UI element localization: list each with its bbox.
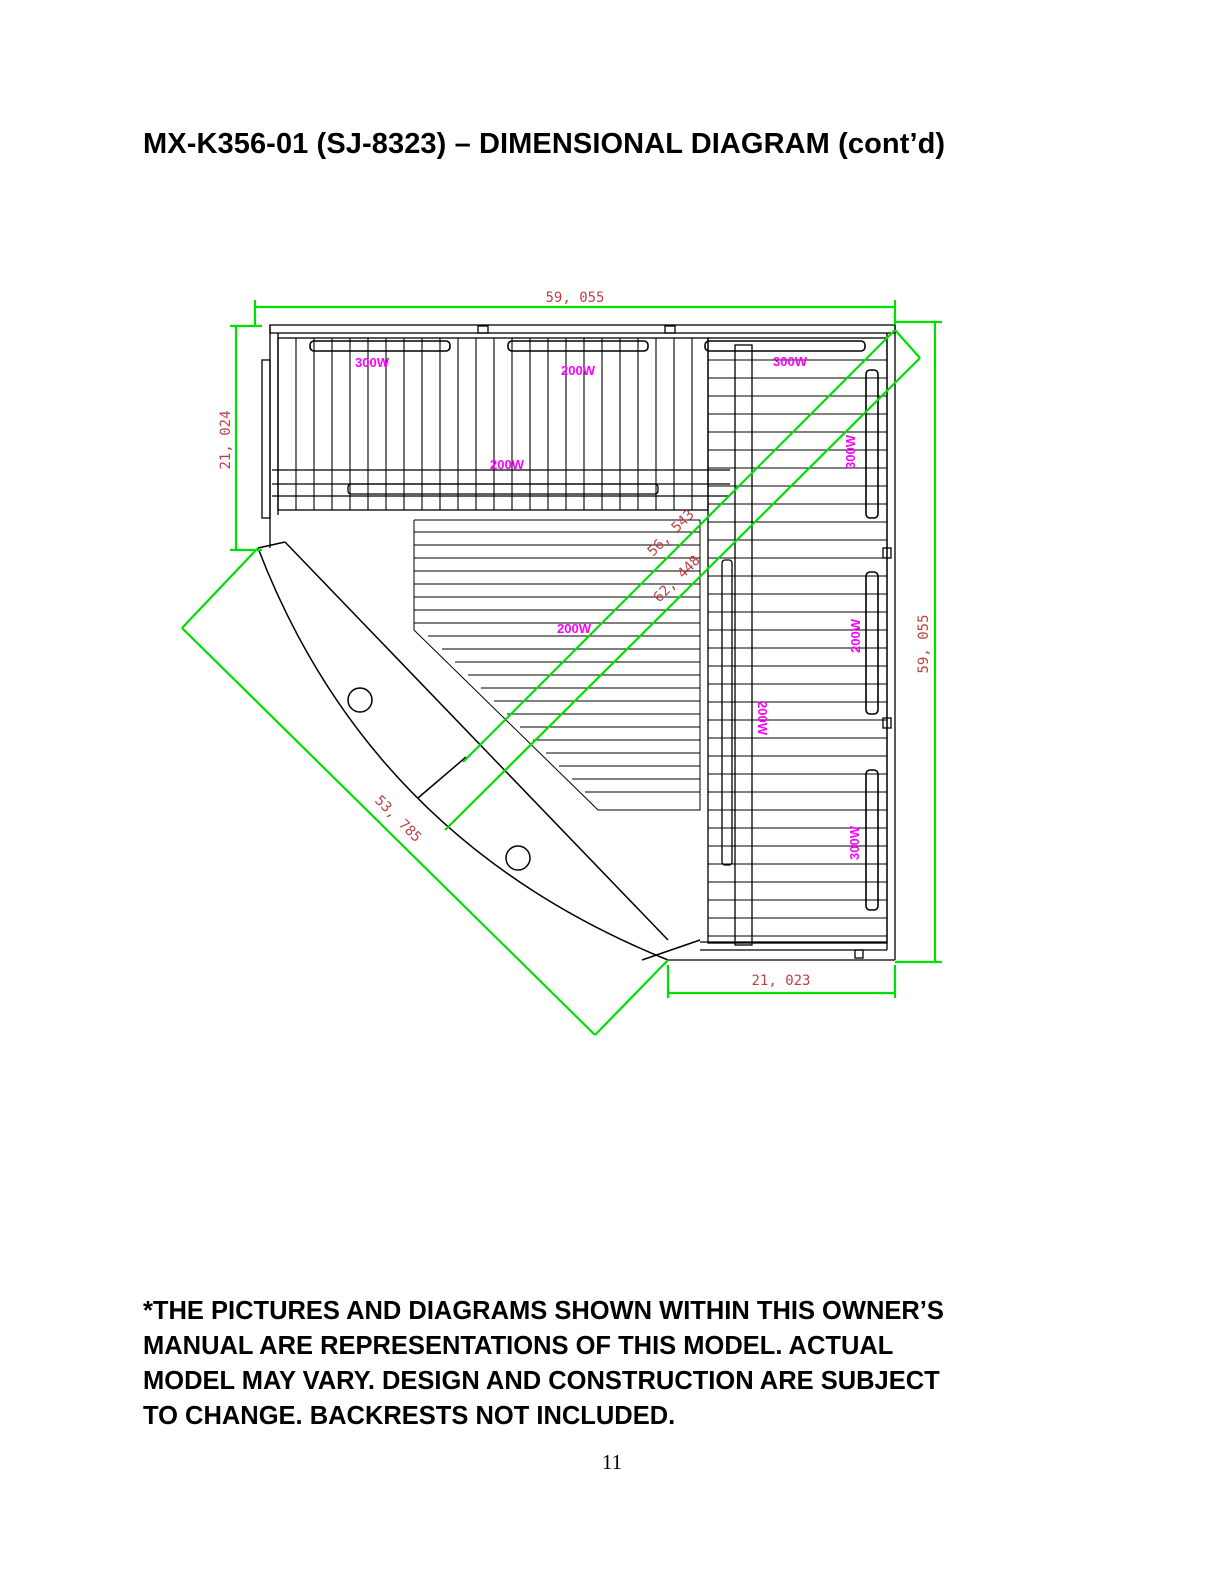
heater-label-top-middle: 200W [561, 363, 595, 378]
disclaimer-line: MANUAL ARE REPRESENTATIONS OF THIS MODEL. ACTUAL [143, 1332, 894, 1360]
page-number: 11 [601, 1450, 623, 1474]
disclaimer-line: MODEL MAY VARY. DESIGN AND CONSTRUCTION ARE SUBJECT [143, 1367, 940, 1395]
disclaimer-line: *THE PICTURES AND DIAGRAMS SHOWN WITHIN THIS OWNER’S [143, 1297, 944, 1325]
right-heaters [866, 370, 878, 910]
sauna-outline [262, 325, 895, 960]
heater-label-right-middle: 200W [848, 619, 863, 653]
heater-label-top-left: 300W [355, 355, 389, 370]
heater-label-right-upper: 300W [843, 435, 858, 469]
page-title: MX-K356-01 (SJ-8323) – DIMENSIONAL DIAGRAM (cont’d) [143, 128, 946, 160]
top-bench [272, 338, 730, 510]
heater-label-floor: 200W [557, 621, 591, 636]
dim-right-depth: 59, 055 [916, 614, 932, 674]
floor-grate [414, 520, 700, 810]
dim-front-diagonal: 53, 785 [371, 792, 425, 846]
door-handle-icon [348, 688, 372, 712]
disclaimer-line: TO CHANGE. BACKRESTS NOT INCLUDED. [143, 1402, 676, 1430]
dim-left-depth: 21, 024 [218, 410, 234, 470]
dim-bottom-width: 21, 023 [751, 973, 811, 989]
top-heaters [310, 341, 865, 351]
heater-label-bench-back: 200W [490, 457, 524, 472]
front-door-panel [258, 542, 700, 960]
heater-label-right-lower: 300W [847, 826, 862, 860]
heater-labels [355, 354, 863, 860]
disclaimer [143, 1294, 1063, 1434]
dimension-labels [218, 290, 932, 989]
dim-inner-diagonal: 56, 543 [644, 506, 698, 560]
heater-label-top-right: 300W [773, 354, 807, 369]
dim-outer-diagonal: 62, 448 [650, 552, 704, 606]
vent-icon [506, 846, 530, 870]
heater-label-bench-vertical: 200W [755, 701, 770, 735]
dim-top-width: 59, 055 [545, 290, 605, 306]
